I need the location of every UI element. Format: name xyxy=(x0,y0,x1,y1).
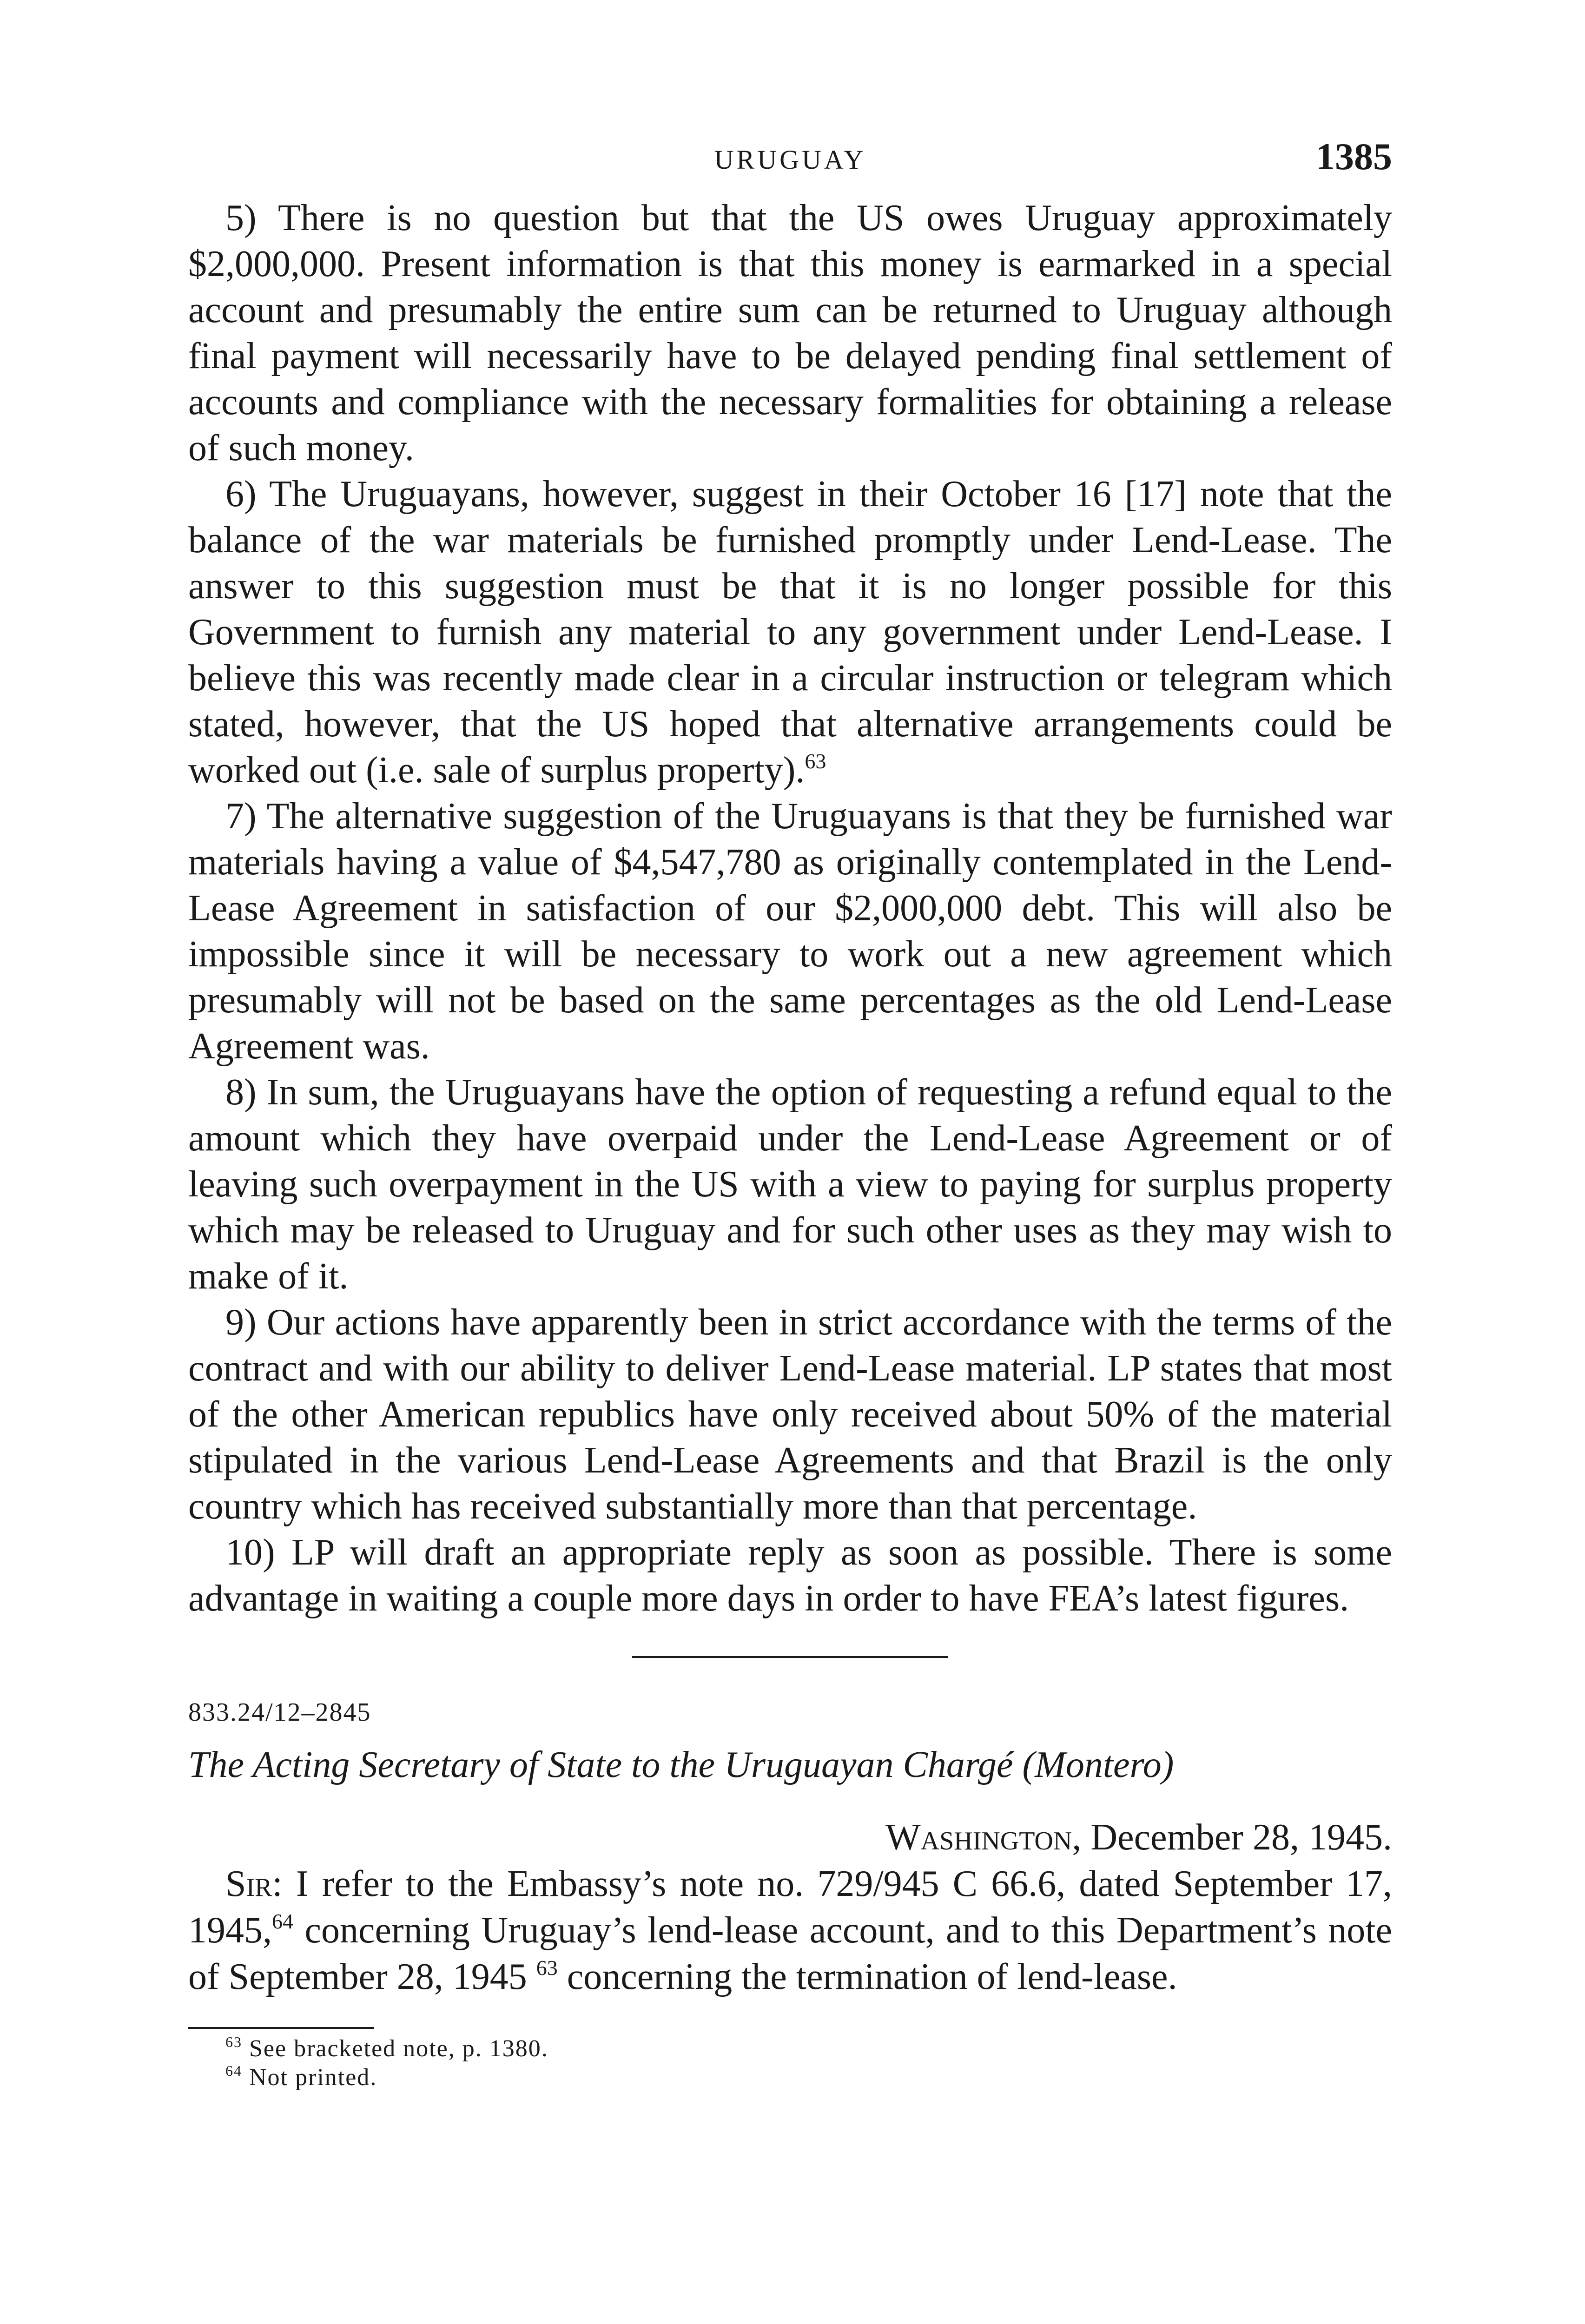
document-heading: The Acting Secretary of State to the Uruguayan Chargé (Montero) xyxy=(188,1744,1174,1785)
footnote-text: See bracketed note, p. 1380. xyxy=(249,2035,548,2062)
footnote-text: Not printed. xyxy=(249,2064,377,2091)
running-title: URUGUAY xyxy=(714,145,866,175)
dateline xyxy=(188,1814,1392,1861)
paragraph-10: 10) LP will draft an appropriate reply as soon as possible. There is some advantage in waiting a couple more days in order to have FEA’s latest figures. xyxy=(188,1532,1392,1619)
footnote-number: 63 xyxy=(225,2034,242,2050)
footnotes xyxy=(188,2034,1392,2092)
file-number: 833.24/12–2845 xyxy=(188,1698,371,1727)
running-head xyxy=(188,135,1392,195)
page-number: 1385 xyxy=(1316,135,1392,178)
dateline-date: December 28, 1945. xyxy=(1090,1817,1392,1858)
footnote-ref-63: 63 xyxy=(805,749,826,773)
footnote-divider xyxy=(188,2027,374,2029)
letter-text-3: concerning the termination of lend-lease. xyxy=(567,1956,1177,1997)
footnote-number: 64 xyxy=(225,2062,242,2079)
footnote-64 xyxy=(188,2063,1392,2092)
paragraph-6 xyxy=(188,471,1392,793)
letter-body xyxy=(188,1861,1392,2000)
footnote-ref-63-letter: 63 xyxy=(536,1956,558,1980)
paragraph-6-text: 6) The Uruguayans, however, suggest in their October 16 [17] note that the balance of the war materials be furnished promptly under Lend-Lease. The answer to this suggestion must be that it is no longer possible for this Government to furnish any material to any government under Lend-Lease. I believe this was recently made clear in a circular instruction or telegram which stated, however, that the US hoped that alternative arrangements could be worked out (i.e. sale of surplus property). xyxy=(188,474,1392,791)
salutation: Sir: xyxy=(225,1863,283,1904)
paragraph-9: 9) Our actions have apparently been in strict accordance with the terms of the contract and with our ability to deliver Lend-Lease material. LP states that most of the other American republics have only received about 50% of the material stipulated in the various Lend-Lease Agreements and that Brazil is the only country which has received substantially more than that percentage. xyxy=(188,1302,1392,1527)
section-divider xyxy=(632,1656,948,1658)
paragraph-8: 8) In sum, the Uruguayans have the option of requesting a refund equal to the amount which they have overpaid under the Lend-Lease Agreement or of leaving such overpayment in the US with a view to paying for surplus property which may be released to Uruguay and for such other uses as they may wish to make of it. xyxy=(188,1072,1392,1297)
letter-paragraph xyxy=(188,1861,1392,2000)
document-page xyxy=(188,135,1392,2324)
letter-text-1: I refer to the Embassy’s note no. 729/945 C 66.6, dated September 17, 1945, xyxy=(188,1863,1393,1951)
footnote-ref-64: 64 xyxy=(272,1909,293,1933)
dateline-place: Washington, xyxy=(885,1817,1082,1858)
paragraph-7: 7) The alternative suggestion of the Uruguayans is that they be furnished war materials having a value of $4,547,780 as originally contemplated in the Lend-Lease Agreement in satisfaction of our $2,000,000 debt. This will also be impossible since it will be necessary to work out a new agreement which presumably will not be based on the same percentages as the old Lend-Lease Agreement was. xyxy=(188,796,1392,1067)
paragraph-5: 5) There is no question but that the US owes Uruguay approximately $2,000,000. Present information is that this money is earmarked in a special account and presumably the entire sum can be returned to Uruguay although final payment will necessarily have to be delayed pending final settlement of accounts and compliance with the necessary formalities for obtaining a release of such money. xyxy=(188,198,1392,469)
footnote-63 xyxy=(188,2034,1392,2063)
letter-text-2: concerning Uruguay’s lend-lease account, and to this Department’s note of September 28, 1945 xyxy=(188,1910,1393,1997)
memo-body xyxy=(188,195,1392,1622)
